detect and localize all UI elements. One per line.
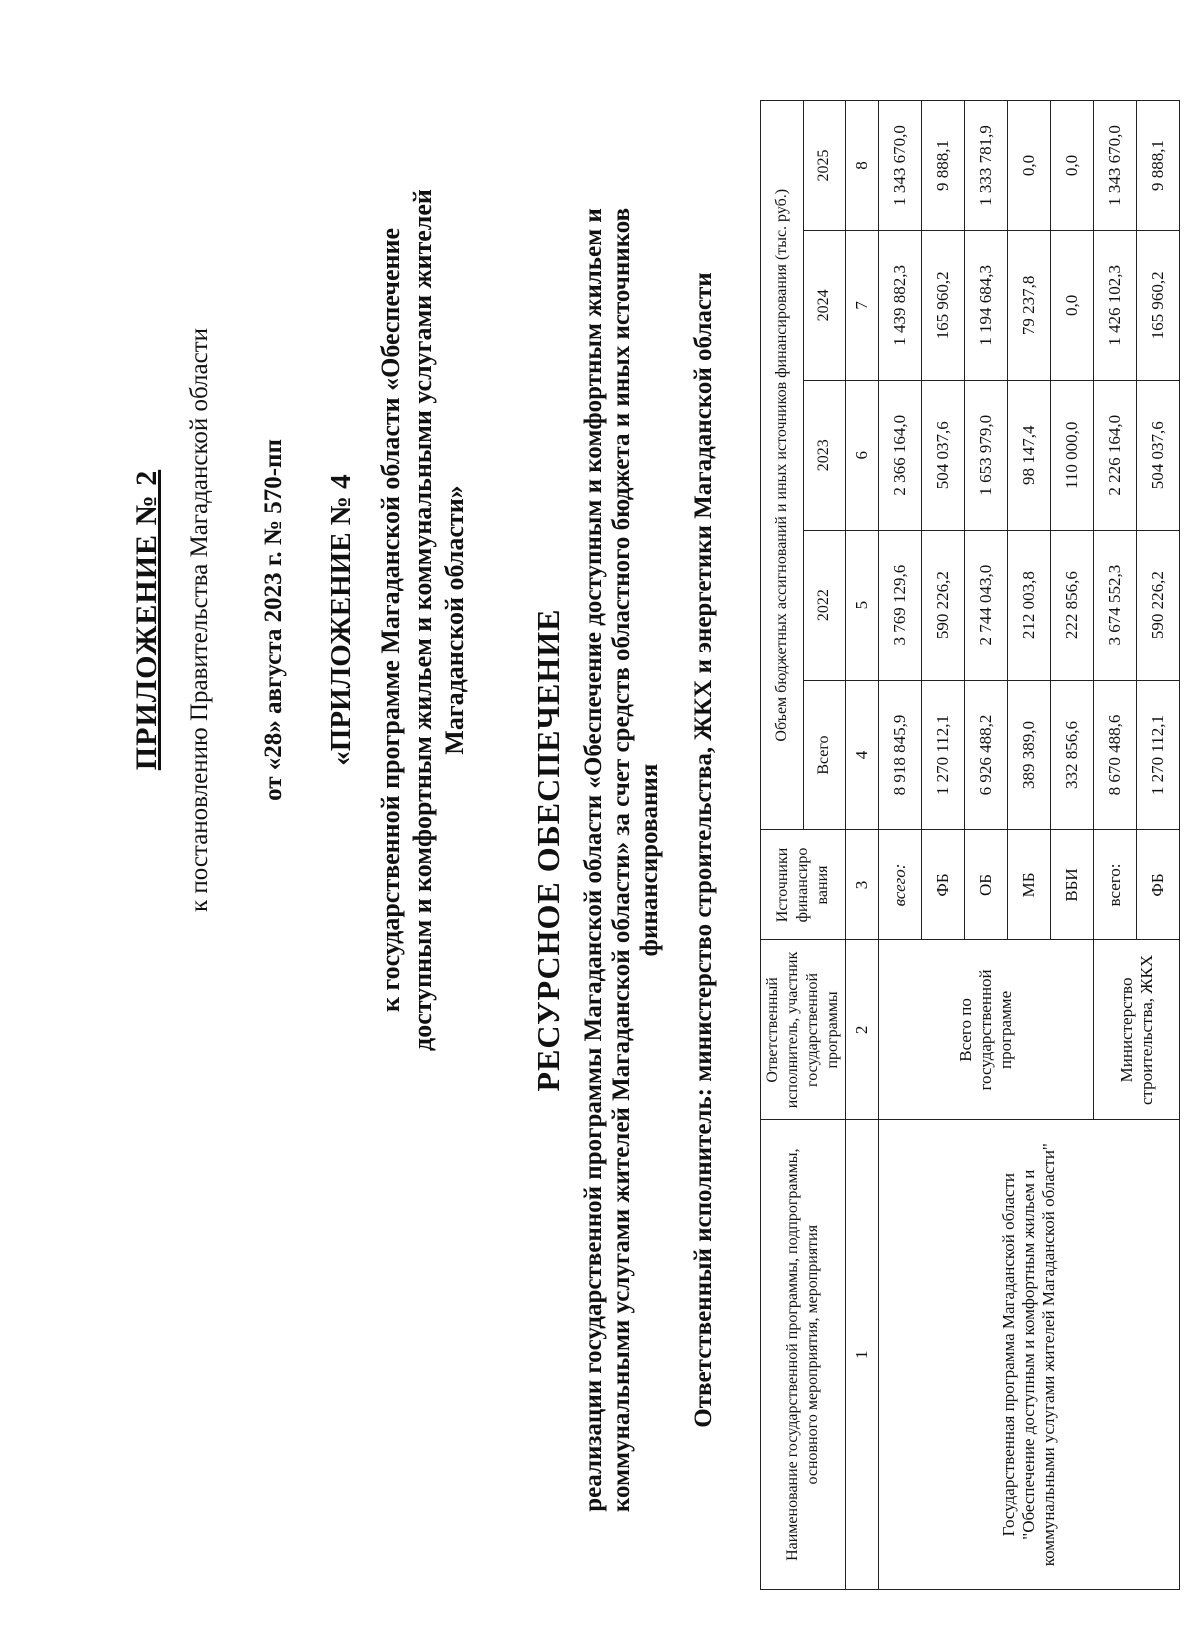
value-cell: 2 744 043,0 — [965, 530, 1008, 680]
value-cell: 0,0 — [1051, 230, 1094, 380]
value-cell: 332 856,6 — [1051, 680, 1094, 830]
header-2025: 2025 — [803, 101, 846, 231]
value-cell: 1 439 882,3 — [879, 230, 922, 380]
source-cell: всего: — [879, 830, 922, 940]
value-cell: 504 037,6 — [1137, 380, 1180, 530]
value-cell: 1 426 102,3 — [1094, 230, 1137, 380]
value-cell: 2 366 164,0 — [879, 380, 922, 530]
col-number: 7 — [846, 230, 879, 380]
col-number: 8 — [846, 101, 879, 231]
column-number-row — [846, 101, 879, 1590]
header-total: Всего — [803, 680, 846, 830]
value-cell: 165 960,2 — [922, 230, 965, 380]
source-cell: МБ — [1008, 830, 1051, 940]
header-name: Наименование государственной программы, подпрограммы, основного мероприятия, мероприятия — [761, 1120, 846, 1590]
value-cell: 389 389,0 — [1008, 680, 1051, 830]
value-cell: 1 194 684,3 — [965, 230, 1008, 380]
header-row — [761, 101, 804, 1590]
decree-reference: к постановлению Правительства Магаданской области — [186, 327, 213, 913]
value-cell: 165 960,2 — [1137, 230, 1180, 380]
col-number: 2 — [846, 940, 879, 1120]
source-cell: ВБИ — [1051, 830, 1094, 940]
value-cell: 9 888,1 — [922, 101, 965, 231]
value-cell: 222 856,6 — [1051, 530, 1094, 680]
value-cell: 590 226,2 — [922, 530, 965, 680]
value-cell: 9 888,1 — [1137, 101, 1180, 231]
program-name-cell: Государственная программа Магаданской области "Обеспечение доступным и комфортным жильем и коммунальными услугами жителей Магаданской области" — [879, 1120, 1180, 1590]
value-cell: 3 769 129,6 — [879, 530, 922, 680]
value-cell: 0,0 — [1008, 101, 1051, 231]
resource-table — [760, 100, 1180, 1590]
appendix-4-heading: «ПРИЛОЖЕНИЕ № 4 — [325, 474, 357, 766]
value-cell: 2 226 164,0 — [1094, 380, 1137, 530]
col-number: 3 — [846, 830, 879, 940]
value-cell: 1 333 781,9 — [965, 101, 1008, 231]
header-volume: Объем бюджетных ассигнований и иных источников финансирования (тыс. руб.) — [761, 101, 804, 830]
document-subtitle: реализации государственной программы Магаданской области «Обеспечение доступным и комфортным жильем и коммунальными услугами жителей Магаданской области» за счет средств областного бюджета и иных источников финансирования — [580, 207, 663, 1513]
value-cell: 79 237,8 — [1008, 230, 1051, 380]
header-sources: Источники финансиро вания — [761, 830, 846, 940]
value-cell: 6 926 488,2 — [965, 680, 1008, 830]
source-cell: ОБ — [965, 830, 1008, 940]
table-row — [879, 101, 922, 1590]
value-cell: 1 343 670,0 — [1094, 101, 1137, 231]
group-executor-cell: Всего по государственной программе — [879, 940, 1094, 1120]
header-2024: 2024 — [803, 230, 846, 380]
source-cell: ФБ — [922, 830, 965, 940]
value-cell: 110 000,0 — [1051, 380, 1094, 530]
value-cell: 1 270 112,1 — [922, 680, 965, 830]
source-cell: ФБ — [1137, 830, 1180, 940]
value-cell: 1 653 979,0 — [965, 380, 1008, 530]
decree-date: от «28» августа 2023 г. № 570-пп — [260, 439, 287, 801]
document-title: РЕСУРСНОЕ ОБЕСПЕЧЕНИЕ — [530, 608, 566, 1092]
value-cell: 590 226,2 — [1137, 530, 1180, 680]
value-cell: 98 147,4 — [1008, 380, 1051, 530]
value-cell: 8 670 488,6 — [1094, 680, 1137, 830]
value-cell: 212 003,8 — [1008, 530, 1051, 680]
rotated-page — [70, 70, 1167, 1630]
source-cell: всего: — [1094, 830, 1137, 940]
col-number: 1 — [846, 1120, 879, 1590]
value-cell: 8 918 845,9 — [879, 680, 922, 830]
col-number: 5 — [846, 530, 879, 680]
value-cell: 504 037,6 — [922, 380, 965, 530]
group-executor-cell: Министерство строительства, ЖКХ — [1094, 940, 1180, 1120]
col-number: 4 — [846, 680, 879, 830]
value-cell: 3 674 552,3 — [1094, 530, 1137, 680]
value-cell: 1 270 112,1 — [1137, 680, 1180, 830]
responsible-executor-line: Ответственный исполнитель: министерство строительства, ЖКХ и энергетики Магаданской области — [690, 272, 717, 1428]
col-number: 6 — [846, 380, 879, 530]
program-reference: к государственной программе Магаданской области «Обеспечение доступным и комфортным жильем и коммунальными услугами жителей Магаданской области» — [376, 189, 469, 1051]
appendix-number: ПРИЛОЖЕНИЕ № 2 — [130, 469, 163, 771]
header-executor: Ответственный исполнитель, участник государственной программы — [761, 940, 846, 1120]
value-cell: 1 343 670,0 — [879, 101, 922, 231]
header-2022: 2022 — [803, 530, 846, 680]
value-cell: 0,0 — [1051, 101, 1094, 231]
header-2023: 2023 — [803, 380, 846, 530]
